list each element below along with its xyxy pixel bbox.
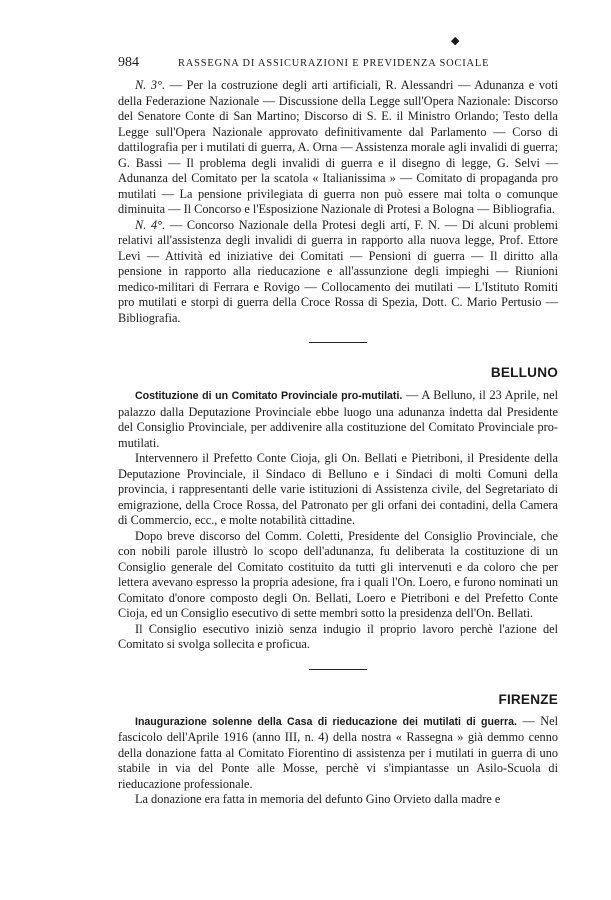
issue-contents-n3: — Per la costruzione degli arti artificiali, R. Alessandri — Adunanza e voti della Federazione Nazionale — Discussione della Legge sull'Opera Nazionale: Discorso del Senatore Conte di San Martino; Discorso di S. E. il Ministro Orlando; Testo della Legge sull'Opera Nazionale approvato definitivamente dal Parlamento — Corso di dattilografia per i mutilati di guerra, A. Orna — Assistenza morale agli invalidi di guerra; G. Bassi — Il problema degli invalidi di guerra e il disegno di legge, G. Selvi — Adunanza del Comitato per la scatola « Italianissima » — Comitato di propaganda pro mutilati — La pensione privilegiata di guerra non può essere mai tolta o comunque diminuita — Il Concorso e l'Esposizione Nazionale di Protesi a Bologna — Bibliografia. xyxy=(118,78,558,216)
section-divider xyxy=(309,342,367,343)
belluno-article-title: Costituzione di un Comitato Provinciale pro-mutilati. xyxy=(135,390,403,402)
section-heading-firenze: FIRENZE xyxy=(498,691,558,707)
firenze-text-1: — Nel fascicolo dell'Aprile 1916 (anno III, n. 4) della nostra « Rassegna » già demmo cenno della donazione fatta al Comitato Fiorentino di assistenza per i mutilati in guerra di uno stabile in via del Ponte alle Mosse, perchè vi s'impiantasse un Asilo-Scuola di rieducazione professionale. xyxy=(118,713,558,791)
issue-label-n4: N. 4°. xyxy=(135,217,166,232)
section-divider xyxy=(309,669,367,670)
firenze-paragraph-1 xyxy=(118,714,558,793)
belluno-paragraph-1 xyxy=(118,388,558,451)
belluno-text-1: — A Belluno, il 23 Aprile, nel palazzo dalla Deputazione Provinciale ebbe luogo una adunanza indetta dal Presidente del Consiglio Provinciale, per addivenire alla costituzione del Comitato Provinciale pro-mutilati. xyxy=(118,388,558,450)
issue-contents-n4: — Concorso Nazionale della Protesi degli arti, F. N. — Di alcuni problemi relativi all'assistenza degli invalidi di guerra in rapporto alla nuova legge, Prof. Ettore Levi — Attività ed iniziative dei Comitati — Pensioni di guerra — Il diritto alla pensione in rapporto alla rieducazione e all'assunzione degli impieghi — Riunioni medico-militari di Ferrara e Rovigo — Collocamento dei mutilati — L'Istituto Romiti pro mutilati e storpi di guerra della Croce Rossa di Spezia, Dott. C. Mario Pertusio — Bibliografia. xyxy=(118,217,558,325)
page-header xyxy=(118,55,558,71)
running-title: RASSEGNA DI ASSICURAZIONI E PREVIDENZA SOCIALE xyxy=(178,58,490,69)
firenze-article-title: Inaugurazione solenne della Casa di rieducazione dei mutilati di guerra. xyxy=(135,715,517,728)
belluno-paragraph-2: Intervennero il Prefetto Conte Cioja, gli On. Bellati e Pietriboni, il Presidente della Deputazione Provinciale, il Sindaco di Belluno e i Sindaci di molti Comuni della provincia, i rappresentanti delle varie istituzioni di Assistenza civile, del Segretariato di emigrazione, della Croce Rossa, del Patronato per gli orfani dei contadini, della Camera di Commercio, ecc., e molte notabilità cittadine. xyxy=(118,451,558,527)
printer-mark: ◆ xyxy=(451,35,460,47)
firenze-paragraph-2: La donazione era fatta in memoria del defunto Gino Orvieto dalla madre e xyxy=(135,792,501,806)
bibliography-n4 xyxy=(118,218,558,327)
page-number: 984 xyxy=(118,55,139,70)
belluno-paragraph-4: Il Consiglio esecutivo iniziò senza indugio il proprio lavoro perchè l'azione del Comitato si svolga sollecita e proficua. xyxy=(118,621,558,651)
issue-label-n3: N. 3°. xyxy=(135,78,166,92)
main-column xyxy=(118,78,558,808)
belluno-paragraph-3: Dopo breve discorso del Comm. Coletti, Presidente del Consiglio Provinciale, che con nobili parole illustrò lo scopo dell'adunanza, fu deliberata la costituzione di un Consiglio generale del Comitato costituito da tutti gli intervenuti e da coloro che per lettera avevano espresso la propria adesione, fra i quali l'On. Loero, e furono nominati un Comitato d'onore composto degli On. Bellati, Loero e Pietriboni e del Prefetto Conte Cioja, ed un Consiglio esecutivo di sette membri sotto la presidenza dell'On. Bellati. xyxy=(118,528,558,620)
bibliography-n3 xyxy=(118,78,558,218)
section-heading-belluno: BELLUNO xyxy=(490,365,558,380)
